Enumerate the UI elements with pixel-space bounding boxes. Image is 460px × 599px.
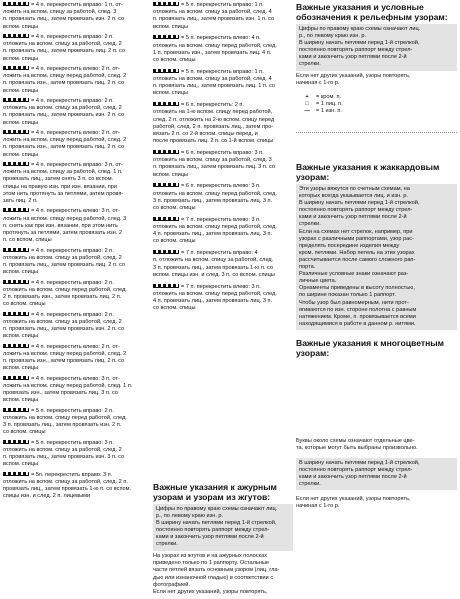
cable-cross-icon <box>3 472 29 476</box>
jacquard-instructions-box <box>296 184 457 330</box>
entry-line: = 4 п. перекрестить вправо: 1 п. от- <box>3 2 150 9</box>
stitch-symbol-entry <box>3 440 150 469</box>
note-line: та, которые могут быть выбраны произвольно. <box>296 445 418 452</box>
entry-line: п. со вспом. спицы <box>3 237 52 244</box>
cable-cross-icon <box>153 150 179 154</box>
entry-line: п. провязать лиц., затем провязать изн. 1 п. со <box>153 16 275 23</box>
note-line: фотографией. <box>153 581 190 588</box>
entry-line: п. провязать лиц., затем провязать изн. 3 п. со <box>3 454 125 460</box>
entry-line: = 4 п. перекрестить вправо: 3 п. от- <box>3 162 150 169</box>
entry-line: 4 п. провязать лиц., затем провязать лиц. 3 п. <box>153 231 273 238</box>
legend-text: = кром. п. <box>316 94 342 100</box>
note-line: приведено только по 1 раппорту. Остальные <box>153 560 269 567</box>
entry-line: = 4 п. перекрестить влево: 3 п. от- <box>3 208 150 215</box>
stitch-symbol-entry <box>3 66 150 95</box>
box-line: стрелки. <box>156 541 178 548</box>
legend-row <box>304 94 343 101</box>
entry-line: ложить на вспом. спицу перед работой, след. 2 <box>3 137 127 144</box>
entry-line: спицы изн. и след. 2 п. лицевыми <box>3 493 91 500</box>
box-line: р., по левому краю изн. р. <box>156 513 224 520</box>
box-line: натяжением. Кроме, п. провязывается всеми <box>299 313 416 320</box>
heading-line: Важные указания и условные <box>296 2 424 12</box>
entry-line: = 5 п. перекрестить вправо: 2 п. <box>3 408 150 415</box>
entry-line: = 5 п. перекрестить вправо: 1 п. <box>153 2 293 9</box>
entry-line: 3 п. провязать лиц., затем провязать изн. 2 п. <box>3 422 122 428</box>
entry-line: = 4 п. перекрестить вправо: 2 п. <box>3 248 150 255</box>
heading-line: узорам: <box>296 348 330 358</box>
entry-line: вспом. спицы <box>153 23 188 30</box>
entry-line: 1 п. провязать изн., затем провязать лиц. 4 п. <box>153 49 272 56</box>
legend-text: = 1 изн. п. <box>316 108 342 115</box>
box-line: постоянно повторять раппорт между стрел- <box>156 527 270 534</box>
legend-text: = 1 лиц. п. <box>316 101 343 108</box>
entry-line: отложить на вспом. спицу за работой, след. 2 п. <box>3 478 128 485</box>
box-line: порта. <box>299 264 316 271</box>
cable-cross-icon <box>153 2 179 6</box>
entry-line: = 5п. перекрестить вправо: 3 п. <box>3 472 150 479</box>
box-line: личные цвета. <box>299 278 337 285</box>
entry-line: п. провязать лиц., затем провязать лиц. 1 п. со <box>153 83 275 90</box>
entry-line: отложить на вспом. спицу за работой, след. 2 <box>3 41 122 48</box>
entry-line: п. провязать изн., затем провязать лиц. 2 п. со <box>3 358 125 364</box>
entry-line: вспом. спицы <box>3 333 38 340</box>
box-line: по ширине показан только 1 раппорт. <box>299 292 396 299</box>
box-line: В ширину начать петлями перед 1-й стрелкой, <box>156 520 277 527</box>
entry-line: вязать 2 п. со 2-й вспом. спицы перед, и <box>153 131 258 137</box>
entry-line: ложить на вспом. спицу перед работой, след. 2 <box>3 350 127 357</box>
entry-line: вспом. спицы <box>3 365 38 372</box>
cable-cross-icon <box>3 376 29 380</box>
entry-line: вспом. спицы <box>3 269 38 276</box>
entry-line: вспом. спицы <box>3 23 38 30</box>
entry-line: = 4 п. перекрестить влево: 2 п. от- <box>3 344 150 351</box>
multicolor-instructions-box <box>296 458 457 490</box>
entry-line: после провязать лиц. 2 п. со 1-й вспом. спицы <box>153 138 274 145</box>
box-line: ками и закончить узор петлями после 2-й <box>299 54 407 61</box>
jacquard-heading <box>296 162 457 182</box>
stitch-symbol-entry <box>153 150 293 179</box>
entry-line: вспом. спицы <box>153 171 188 178</box>
stitch-symbol-entry <box>153 2 293 31</box>
heading-line: Важные указания к ажурным <box>153 482 277 492</box>
cable-cross-icon <box>153 183 179 187</box>
entry-line: = 4 п. перекрестить влево: 2 п. от- <box>3 66 150 73</box>
stitch-symbol-entry <box>3 408 150 437</box>
entry-line: = 4 п. перекрестить вправо: 2 п. <box>3 280 150 287</box>
box-line: постоянно повторять раппорт между стрел- <box>299 47 413 54</box>
cable-cross-icon <box>3 280 29 284</box>
purl-stitch-icon: — <box>304 108 310 115</box>
note-line: дью или изнаночной гладью) в соответствии с <box>153 574 274 581</box>
box-line: ками и закончить узор петлями после 2-й <box>156 534 264 541</box>
entry-line: отложить на вспом. спицу за работой, след. 4 <box>153 76 272 82</box>
note-line: На узорах из жгутов и на ажурных полосках <box>153 553 268 559</box>
stitch-symbol-entry <box>3 2 150 31</box>
box-line: В ширину начать петлями перед 1-й стрелкой, <box>299 200 420 207</box>
entry-line: со вспом. спицы <box>3 301 46 308</box>
entry-line: 2 п. провязать изн., затем провязать лиц. 2 п. <box>3 294 122 300</box>
box-line: пределять посередине изделия между <box>299 242 400 249</box>
heading-line: узорам: <box>296 172 330 182</box>
box-line: Эти узоры вяжутся по счетным схемам, на <box>299 186 410 192</box>
entry-line: вспом. спицы <box>3 151 38 158</box>
box-line: ками и закончить узор петлями после 2-й <box>299 214 407 221</box>
entry-line: вспом. спицы изн. и след. 3 п. со вспом. спицы <box>153 271 275 278</box>
legend-row <box>304 108 343 115</box>
box-line: ками и закончить узор петлями после 2-й <box>299 474 407 481</box>
entry-line: = 7 п. перекрестить влево: 3 п. <box>153 284 293 291</box>
entry-line: провязать лиц., затем снять 3 п. со вспом. <box>3 176 114 183</box>
entry-line: ложить на вспом. спицу перед работой, след. 2 <box>3 73 127 80</box>
entry-line: п. отложить на вспом. спицу за работой, след. <box>153 257 274 264</box>
entry-line: = 4 п. перекрестить влево: 2 п. от- <box>3 130 150 137</box>
entry-line: п. провязать изн., затем провязать лиц. 2 п. со <box>3 80 125 87</box>
stitch-symbol-entry <box>3 34 150 63</box>
cable-cross-icon <box>3 208 29 212</box>
entry-line: = 4 п. перекрестить вправо: 2 п. <box>3 34 150 41</box>
relief-note <box>296 73 457 87</box>
heading-line: Важные указания к многоцветным <box>296 338 444 348</box>
heading-line: Важные указания к жаккардовым <box>296 162 440 172</box>
entry-line: 4 п. провязать лиц., затем провязать лиц. 3 п. <box>153 298 273 304</box>
knit-stitch-icon: □ <box>305 101 309 108</box>
entry-line: вспом. спицы <box>3 55 38 62</box>
entry-line: вспом. спицы <box>153 90 188 97</box>
cable-cross-icon <box>3 408 29 412</box>
note-line: начиная с 1-го р. <box>296 80 340 87</box>
heading-line: обозначения к рельефным узорам: <box>296 12 448 22</box>
entry-line: = 5 п. перекрестить вправо: 3 п. <box>3 440 150 447</box>
entry-line: 3 п. провязать лиц., затем провязать 1-ю п. со <box>153 264 273 271</box>
entry-line: п. провязать лиц., затем провязать лиц. 2 п. со <box>3 48 125 55</box>
entry-line: отложить на вспом. спицу перед работой, след. <box>3 286 127 293</box>
entry-line: = 4 п. перекрестить вправо: 2 п. <box>3 98 150 105</box>
entry-line: п. провязать лиц., затем провязать изн. 2 п. со <box>3 16 125 23</box>
stitch-symbol-entry <box>153 35 293 64</box>
note-line: Если нет других указаний, узоры повторять, <box>296 73 411 79</box>
box-line: Различные условные знаки означают раз- <box>299 271 409 278</box>
entry-line: со вспом. спицы <box>153 57 196 63</box>
divider <box>296 132 457 133</box>
entry-line: = 5 п. перекрестить влево: 4 п. <box>153 35 293 42</box>
entry-line: со вспом. спицы <box>153 305 196 312</box>
entry-line: со вспом. спицы <box>3 429 46 436</box>
stitch-symbol-entry <box>3 376 150 405</box>
cable-cross-icon <box>153 250 179 254</box>
stitch-symbol-entry <box>3 162 150 205</box>
box-line: кром. петлями. Набор петель на этих узорах <box>299 249 415 256</box>
entry-line: со вспом. спицы <box>153 238 196 245</box>
multicolor-repeat-note <box>296 496 457 510</box>
stitch-symbol-entry <box>153 69 293 98</box>
cable-cross-icon <box>153 284 179 288</box>
entry-line: п. провязать лиц., затем провязать лиц. 2 п. со <box>3 262 125 268</box>
entry-line: п. провязать лиц., затем провязать изн. 2 п. со <box>3 326 125 332</box>
openwork-heading <box>153 482 293 502</box>
stitch-symbol-entry <box>153 183 293 212</box>
entry-line: отложить на вспом. спицу перед работой, след. <box>153 224 277 230</box>
entry-line: отложить на вспом. спицу перед работой, след. <box>153 42 277 49</box>
entry-line: работой, след. 2 п. провязать лиц., затем про- <box>153 123 274 130</box>
entry-line: п. снять как при изн. вязании, при этом нить <box>3 222 118 229</box>
entry-line: отложить на вспом. спицу перед работой, след. <box>3 414 127 421</box>
note-line: начиная с 1-го р. <box>296 503 340 510</box>
box-line: Орнаменты приведены в высоту полностью, <box>299 285 415 292</box>
note-line: Если нет других указаний, узоры повторять, <box>153 589 268 596</box>
openwork-notes <box>153 553 293 596</box>
stitch-symbol-entry <box>153 250 293 279</box>
stitch-symbol-entry <box>153 284 293 313</box>
entry-line: отложить на вспом. спицу за работой, след. 2 <box>3 318 122 325</box>
heading-line: узорам и узорам из жгутов: <box>153 492 271 502</box>
openwork-instructions-box <box>153 504 293 551</box>
entry-line: вспом. спицы <box>3 87 38 94</box>
stitch-symbol-entry <box>153 102 293 145</box>
cable-cross-icon <box>3 248 29 252</box>
note-line: Если нет других указаний, узоры повторять, <box>296 496 411 502</box>
entry-line: = 4 п. перекрестить влево: 3 п. от- <box>3 376 150 383</box>
cable-cross-icon <box>3 34 29 38</box>
cable-cross-icon <box>153 217 179 221</box>
symbol-legend <box>304 94 343 116</box>
entry-line: отложить на вспом. спицу перед работой, след. <box>153 290 277 297</box>
cable-cross-icon <box>3 440 29 444</box>
box-line: стрелки. <box>299 481 321 488</box>
stitch-symbol-entry <box>3 280 150 309</box>
cable-cross-icon <box>153 69 179 73</box>
entry-line: ложить на вспом. спицу перед работой, след. 3 <box>3 215 127 222</box>
entry-line: ложить на вспом. спицу за работой, след. 1 п. <box>3 169 123 176</box>
box-line: узорах с различными раппортами, узор рас- <box>299 235 414 242</box>
entry-line: отложить на вспом. спицу за работой, след. 3 <box>153 157 272 164</box>
multicolor-note <box>296 438 457 452</box>
cable-cross-icon <box>153 35 179 39</box>
entry-line: = 7 п. перекрестить вправо: 4 <box>153 250 293 257</box>
entry-line: спицы на правую изн. при изн. вязании, при <box>3 183 118 190</box>
entry-line: 3 п. провязать лиц., затем провязать лиц. 3 п. <box>153 197 273 204</box>
entry-line: отложить на вспом. спицу за работой, след. 2 <box>3 446 122 453</box>
entry-line: провязать лиц., затем провязать 1-ю п. со вспом. <box>3 486 131 492</box>
relief-instructions-box <box>296 24 457 71</box>
entry-line: отложить на вспом. спицу за работой, след. 4 <box>153 9 272 16</box>
legend-row <box>304 101 343 108</box>
stitch-symbol-entry <box>153 217 293 246</box>
stitch-symbol-entry <box>3 248 150 277</box>
note-line: Буквы около схемы означают отдельные цве- <box>296 438 415 444</box>
edge-stitch-icon: + <box>305 94 309 100</box>
box-line: стрелки. <box>299 221 321 228</box>
cable-cross-icon <box>3 344 29 348</box>
entry-line: вспом. спицы <box>3 461 38 468</box>
multicolor-heading <box>296 338 457 358</box>
box-line: стрелки. <box>299 61 321 68</box>
entry-line: след. 2 п. отложить на 2-ю вспом. спицу перед <box>153 116 275 123</box>
entry-line: этом нить протянуть за петлями, затем провя- <box>3 190 124 197</box>
box-line: постоянно повторять раппорт между стрел- <box>299 207 413 214</box>
entry-line: со вспом. спицы <box>153 205 196 211</box>
entry-line: = 5 п. перекрестить вправо: 1 п. <box>153 69 293 76</box>
cable-cross-icon <box>3 2 29 6</box>
box-line: В ширину начать петлями перед 1-й стрелкой, <box>299 460 420 466</box>
entry-line: п. провязать лиц., затем провязать изн. 2 п. со <box>3 112 125 119</box>
entry-line: протянуть за петлями, затем провязать изн. 2 <box>3 230 122 236</box>
cable-cross-icon <box>153 102 179 106</box>
stitch-symbol-entry <box>3 344 150 373</box>
box-line: находящимися в работе в данном р. нитями. <box>299 320 416 327</box>
cable-cross-icon <box>3 162 29 166</box>
entry-line: вспом. спицы <box>3 397 38 404</box>
box-line: ягиваются по изн. стороне полотна с равным <box>299 306 417 313</box>
cable-cross-icon <box>3 98 29 102</box>
entry-line: = 7 п. перекрестить влево: 3 п. <box>153 217 293 224</box>
box-line: Чтобы узор был равномерным, нити прот- <box>299 299 409 306</box>
entry-line: отложить на вспом. спицу за работой, след. 2 <box>3 105 122 112</box>
box-line: р., по левому краю изн. р. <box>299 33 367 40</box>
box-line: которых всегда указывается лиц. и изн. р. <box>299 193 408 200</box>
entry-line: = 6 п. перекрестить влево: 3 п. <box>153 183 293 190</box>
box-line: В ширину начать петлями перед 1-й стрелкой, <box>299 40 420 47</box>
entry-line: п. провязать лиц., затем провязать лиц. 3 п. со <box>153 164 275 171</box>
entry-line: провязать изн., затем провязать лиц. 3 п. со <box>3 390 119 396</box>
cable-cross-icon <box>3 312 29 316</box>
cable-cross-icon <box>3 130 29 134</box>
box-line: Цифры по правому краю схемы означают лиц. <box>156 506 278 512</box>
entry-line: вспом. спицы <box>3 119 38 126</box>
entry-line: ложить на вспом. спицу перед работой, след. 1 п. <box>3 382 133 389</box>
entry-line: = 4 п. перекрестить вправо: 2 п. <box>3 312 150 319</box>
box-line: Цифры по правому краю схемы означают лиц. <box>299 26 421 32</box>
cable-cross-icon <box>3 66 29 70</box>
entry-line: отложить на вспом. спицу перед работой, след. <box>153 190 277 197</box>
stitch-symbol-entry <box>3 312 150 341</box>
stitch-symbol-entry <box>3 472 150 501</box>
entry-line: п. провязать изн., затем провязать лиц. 2 п. со <box>3 144 125 151</box>
entry-line: отложить на 1-ю вспом. спицу перед работой, <box>153 109 273 116</box>
entry-line: ложить на вспом. спицу за работой, след. 3 <box>3 9 117 16</box>
stitch-symbol-entry <box>3 130 150 159</box>
note-line: части петлей вязать основным узором (лиц. гла- <box>153 567 280 574</box>
stitch-symbol-entry <box>3 98 150 127</box>
entry-line: = 6 п. перекрестить: 2 п. <box>153 102 293 109</box>
entry-line: = 6 п. перекрестить вправо: 3 п. <box>153 150 293 157</box>
box-line: Если на схемах нет стрелок, например, при <box>299 228 413 235</box>
box-line: рассчитывается после самого сложного рап- <box>299 256 416 263</box>
box-line: постоянно повторять раппорт между стрел- <box>299 467 413 474</box>
stitch-symbol-entry <box>3 208 150 244</box>
entry-line: отложить на вспом. спицу за работой, след. 2 <box>3 254 122 261</box>
entry-line: зать лиц. 2 п. <box>3 198 38 205</box>
relief-heading <box>296 2 457 22</box>
